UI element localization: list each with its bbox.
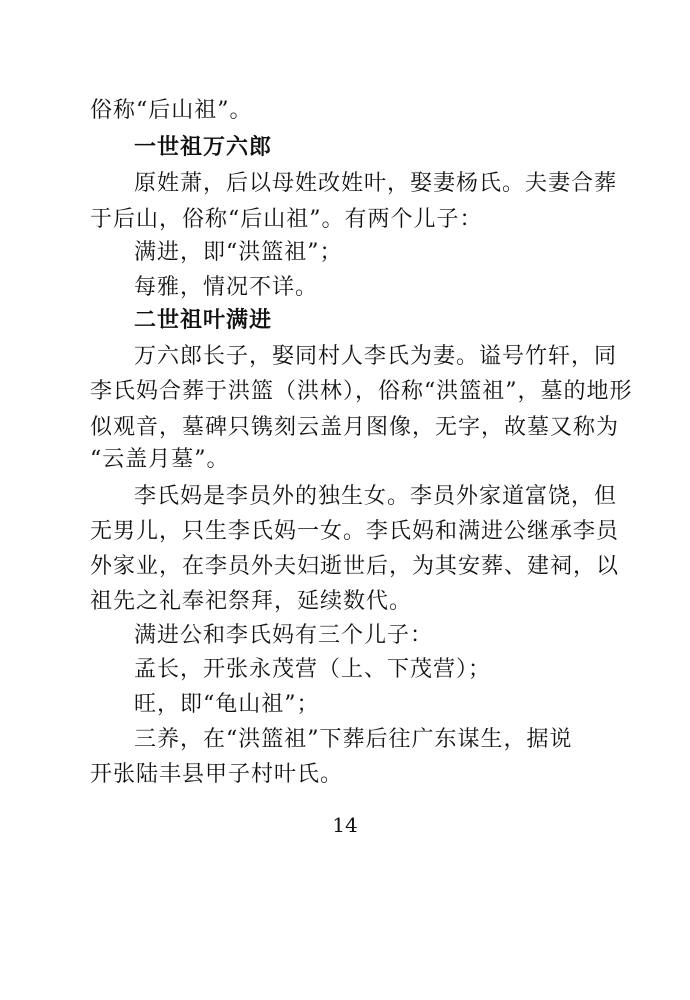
section-heading-2: 二世祖叶满进 [134, 308, 273, 333]
text-line-13: 祖先之礼奉祀祭拜，延续数代。 [90, 589, 413, 614]
text-line-14: 满进公和李氏妈有三个儿子： [134, 623, 434, 648]
text-line-9: “云盖月墓”。 [90, 447, 230, 472]
text-line-8: 似观音，墓碑只镌刻云盖月图像，无字，故墓又称为 [90, 415, 620, 440]
text-line-4: 满进，即“洪篮祖”； [134, 240, 343, 265]
text-line-12: 外家业，在李员外夫妇逝世后，为其安葬、建祠，以 [90, 554, 620, 579]
text-line-5: 每雅，情况不详。 [134, 275, 319, 300]
text-line-18: 开张陆丰县甲子村叶氏。 [90, 762, 344, 787]
text-line-7: 李氏妈合葬于洪篮（洪林），俗称“洪篮祖”，墓的地形 [90, 379, 633, 404]
text-line-10: 李氏妈是李员外的独生女。李员外家道富饶，但 [134, 484, 618, 509]
text-line-6: 万六郎长子，娶同村人李氏为妻。谥号竹轩，同 [134, 344, 618, 369]
text-line-3: 于后山，俗称“后山祖”。有两个儿子： [90, 207, 483, 232]
text-line-11: 无男儿，只生李氏妈一女。李氏妈和满进公继承李员 [90, 519, 620, 544]
text-line-15: 孟长，开张永茂营（上、下茂营）； [134, 657, 492, 682]
text-line-1: 俗称“后山祖”。 [90, 98, 253, 123]
text-line-16: 旺，即“龟山祖”； [134, 692, 320, 717]
section-heading-1: 一世祖万六郎 [134, 135, 273, 160]
text-line-17: 三养，在“洪篮祖”下葬后往广东谋生，据说 [134, 727, 573, 752]
page-number: 14 [332, 813, 358, 837]
text-line-2: 原姓萧，后以母姓改姓叶，娶妻杨氏。夫妻合葬 [134, 171, 618, 196]
